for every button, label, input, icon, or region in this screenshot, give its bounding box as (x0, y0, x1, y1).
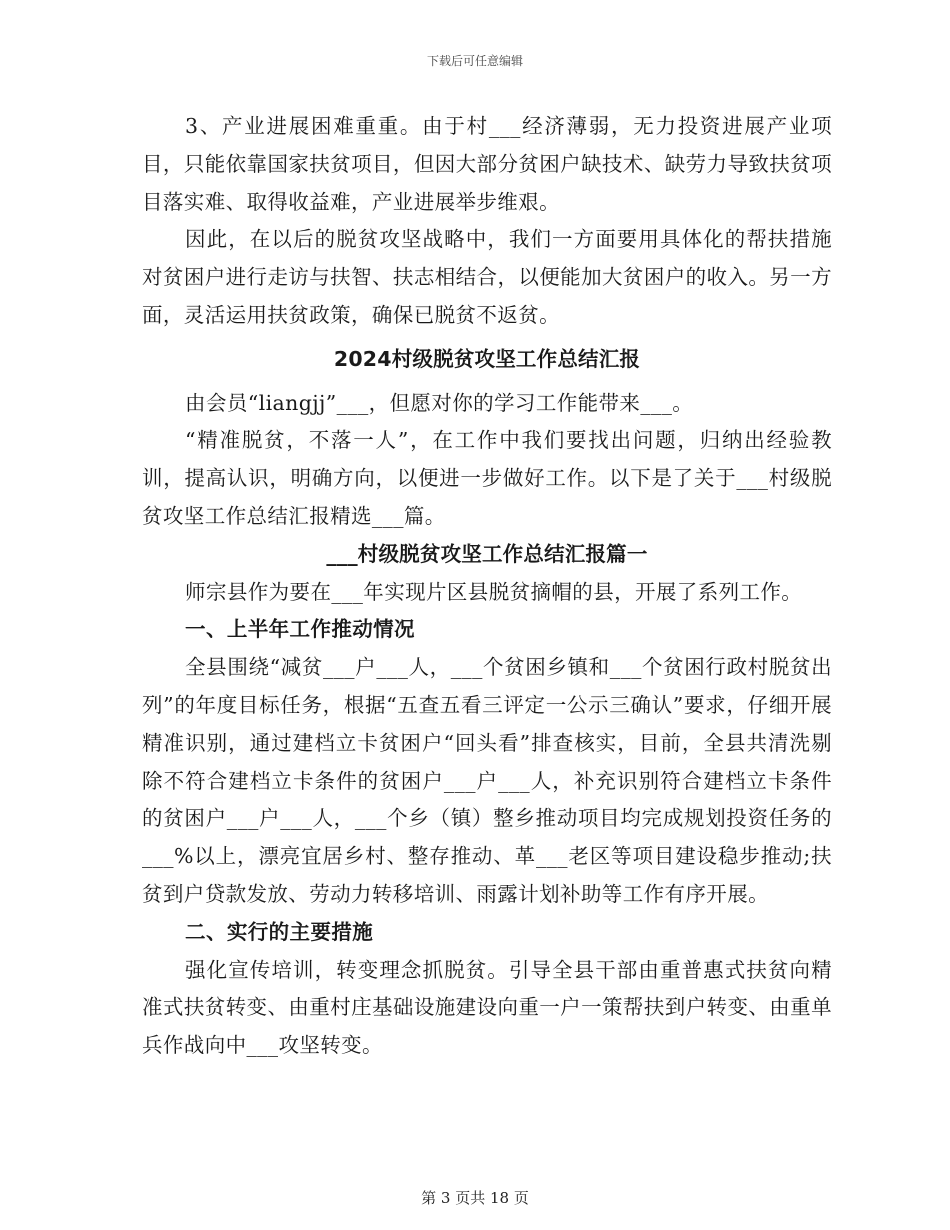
paragraph: 全县围绕“减贫___户___人，___个贫困乡镇和___个贫困行政村脱贫出列”的年度目标任务，根据“五查五看三评定一公示三确认”要求，仔细开展精准识别，通过建档立卡贫困户“回头看”排查核实，目前，全县共清洗剔除不符合建档立卡条件的贫困户___户___人，补充识别符合建档立卡条件的贫困户___户___人，___个乡（镇）整乡推动项目均完成规划投资任务的___%以上，漂亮宜居乡村、整存推动、革___老区等项目建设稳步推动;扶贫到户贷款发放、劳动力转移培训、雨露计划补助等工作有序开展。 (142, 655, 832, 906)
section-heading: 二、实行的主要措施 (185, 919, 374, 944)
paragraph: 师宗县作为要在___年实现片区县脱贫摘帽的县，开展了系列工作。 (185, 579, 803, 604)
section-title: ___村级脱贫攻坚工作总结汇报篇一 (326, 541, 648, 566)
paragraph: “精准脱贫，不落一人”，在工作中我们要找出问题，归纳出经验教训，提高认识，明确方向，以便进一步做好工作。以下是了关于___村级脱贫攻坚工作总结汇报精选___篇。 (142, 428, 832, 528)
page-header: 下载后可任意编辑 (426, 54, 523, 68)
paragraph: 3、产业进展困难重重。由于村___经济薄弱，无力投资进展产业项目，只能依靠国家扶贫项目，但因大部分贫困户缺技术、缺劳力导致扶贫项目落实难、取得收益难，产业进展举步维艰。 (142, 114, 832, 214)
document-body (142, 108, 832, 1065)
section-heading: 一、上半年工作推动情况 (185, 617, 415, 642)
document-title: 2024村级脱贫攻坚工作总结汇报 (333, 346, 641, 371)
paragraph: 由会员“liangjj”___，但愿对你的学习工作能带来___。 (185, 390, 694, 415)
paragraph: 因此，在以后的脱贫攻坚战略中，我们一方面要用具体化的帮扶措施对贫困户进行走访与扶智、扶志相结合，以便能加大贫困户的收入。另一方面，灵活运用扶贫政策，确保已脱贫不返贫。 (142, 227, 832, 327)
page-footer: 第 3 页共 18 页 (421, 1189, 529, 1207)
paragraph: 强化宣传培训，转变理念抓脱贫。引导全县干部由重普惠式扶贫向精准式扶贫转变、由重村庄基础设施建设向重一户一策帮扶到户转变、由重单兵作战向中___攻坚转变。 (142, 957, 832, 1058)
